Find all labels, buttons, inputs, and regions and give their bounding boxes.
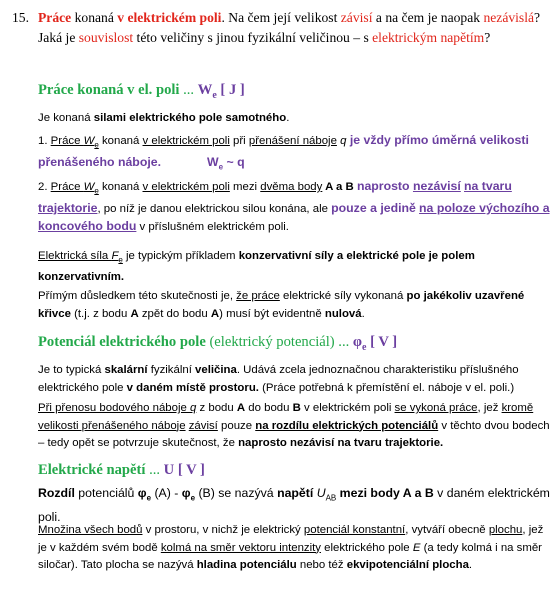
q-text: ? — [484, 29, 491, 45]
text: kromě velikosti přenášeného náboje — [38, 402, 534, 432]
conservative-force-note — [38, 248, 550, 286]
text: v elektrickém poli — [300, 402, 395, 414]
text: e — [94, 186, 99, 196]
text: E — [412, 541, 421, 554]
text: A — [130, 307, 139, 320]
heading-unit: [ V ] — [366, 334, 398, 350]
section-heading-work — [38, 82, 245, 101]
text: naprosto nezávisí na tvaru trajektorie. — [238, 437, 444, 449]
text: je vždy přímo úměrná velikosti přenášeného náboje. — [38, 133, 529, 169]
text: (Práce potřebná k přemístění el. náboje v el. poli.) — [258, 381, 515, 394]
text: že práce — [236, 290, 280, 302]
text: v daném elektrickém poli. — [38, 486, 550, 524]
text: , jež je v každém svém bodě — [38, 524, 544, 554]
heading-symbol-sub: e — [362, 341, 367, 353]
heading-symbol: U — [163, 462, 175, 478]
heading-symbol-sub: e — [212, 89, 217, 101]
text: Množina všech bodů — [38, 524, 143, 536]
q-text: ? Jaká je — [38, 10, 541, 45]
work-intro — [38, 110, 550, 128]
text: pouze a jedině — [331, 200, 416, 215]
text: B — [292, 402, 301, 414]
text: při — [229, 135, 249, 147]
equipotential-note — [38, 522, 550, 575]
text: (t.j. z bodu — [70, 307, 131, 320]
text: mezi body A a B — [336, 486, 434, 500]
text: ekvipotenciální plocha — [346, 559, 469, 571]
text: na tvaru trajektorie — [38, 179, 512, 215]
section-heading-voltage — [38, 462, 205, 479]
text: W — [83, 181, 95, 193]
text: . Udává zcela jednoznačnou charakteristiku příslušného elektrického pole — [38, 364, 519, 394]
text: zpět do bodu — [138, 307, 211, 320]
question-block — [12, 8, 548, 47]
text: U — [313, 486, 326, 500]
text: A — [210, 307, 220, 320]
text: φ — [137, 486, 147, 500]
q-work: Práce — [38, 10, 72, 25]
heading-symbol: W — [197, 82, 213, 98]
text: v těchto dvou bodech – tedy opět se potvrzuje skutečnost, že — [38, 419, 550, 449]
text: v elektrickém poli — [142, 181, 230, 193]
heading-text: Práce konaná v el. poli — [38, 82, 180, 98]
text: plochu — [488, 524, 523, 536]
text: A — [236, 402, 246, 414]
formula-sub: e — [218, 162, 224, 172]
text: konzervativní síly a elektrické pole je polem konzervativním. — [38, 250, 475, 283]
text: skalární — [104, 364, 148, 376]
text: (B) se nazývá — [195, 486, 278, 500]
text: (A) - — [151, 486, 182, 500]
text: e — [146, 493, 152, 503]
q-depends: závisí — [340, 10, 373, 25]
text: Je konaná — [38, 112, 94, 124]
work-point-2 — [38, 178, 550, 237]
text: mezi — [229, 181, 261, 193]
text: se vykoná práce — [394, 402, 478, 414]
heading-unit: [ J ] — [216, 82, 245, 98]
q-text: . Na čem její velikost — [221, 10, 341, 25]
potential-transfer — [38, 400, 550, 453]
text: pouze — [217, 419, 256, 432]
text: e — [94, 140, 99, 150]
text: v prostoru, v nichž je elektrický — [142, 524, 304, 536]
text: závisí — [188, 419, 218, 432]
text: veličina — [195, 364, 237, 376]
text: , jež — [477, 402, 502, 414]
potential-definition — [38, 362, 550, 397]
heading-text: Elektrické napětí — [38, 462, 146, 478]
text: . — [286, 112, 290, 124]
formula-rest: ~ q — [223, 154, 245, 169]
text: v elektrickém poli — [142, 135, 230, 147]
text: AB — [325, 493, 337, 503]
text: v daném místě prostoru. — [126, 381, 259, 394]
text: potenciál konstantní — [303, 524, 406, 536]
formula — [207, 154, 245, 172]
text: φ — [181, 486, 191, 500]
closed-curve-note — [38, 288, 550, 323]
text: A a B — [322, 181, 357, 193]
text: Práce — [50, 181, 84, 193]
text: kolmá na směr vektoru intenzity — [160, 541, 321, 554]
text: na rozdílu elektrických potenciálů — [255, 419, 439, 432]
text: ) musí být evidentně — [219, 307, 325, 320]
q-text: konaná — [71, 10, 118, 25]
text: do bodu — [245, 402, 293, 414]
voltage-definition — [38, 484, 550, 526]
text: nulová — [324, 307, 362, 320]
q-voltage: elektrickým napětím — [372, 29, 485, 45]
text: fyzikální — [147, 364, 196, 376]
heading-text: Potenciál elektrického pole — [38, 334, 206, 350]
text: , po níž je danou elektrickou silou konána, ale — [97, 202, 332, 215]
section-heading-potential — [38, 334, 397, 353]
text: . — [361, 307, 365, 320]
text: Je to typická — [38, 364, 105, 376]
text: q — [190, 402, 197, 414]
heading-dots: ... — [145, 462, 164, 478]
question-number: 15. — [12, 10, 29, 25]
text: z bodu — [196, 402, 237, 414]
text: silami elektrického pole samotného — [93, 112, 287, 124]
text: 1. — [38, 135, 51, 147]
heading-paren: (elektrický potenciál) ... — [205, 334, 353, 350]
text: e — [118, 255, 123, 265]
text: hladina potenciálu — [196, 559, 297, 571]
text: konaná — [98, 181, 143, 193]
text: elektrické síly vykonaná — [279, 290, 407, 302]
text: nezávisí — [412, 179, 461, 193]
text: Přímým důsledkem této skutečnosti je, — [38, 290, 237, 302]
heading-unit: [ V ] — [174, 462, 205, 478]
text: po jakékoliv uzavřené křivce — [38, 290, 525, 320]
text: 2. — [38, 181, 51, 193]
text: F — [111, 250, 119, 262]
text: potenciálů — [74, 486, 138, 500]
heading-dots: ... — [179, 82, 198, 98]
q-field: v elektrickém poli — [117, 10, 222, 25]
q-independent: nezávislá — [483, 10, 535, 25]
text: . — [468, 559, 473, 571]
text: naprosto — [356, 179, 413, 193]
text: Práce — [50, 135, 84, 147]
text: , vytváří obecně — [405, 524, 489, 536]
text: v příslušném elektrickém poli. — [136, 221, 289, 234]
text: Rozdíl — [38, 486, 75, 500]
text: konaná — [98, 135, 143, 147]
formula-symbol: W — [207, 154, 219, 169]
q-relation: souvislost — [78, 29, 134, 45]
q-text: a na čem je naopak — [372, 10, 484, 25]
q-text: této veličiny s jinou fyzikální veličinou – s — [133, 29, 373, 45]
text: přenášení náboje — [248, 135, 337, 147]
text: Elektrická síla — [38, 250, 112, 262]
text: dvěma body — [260, 181, 323, 193]
text: q — [336, 135, 347, 147]
text: Při přenosu bodového náboje — [38, 402, 190, 414]
text: (a tedy kolmá i na směr siločar). Tato plocha se nazývá — [38, 541, 542, 571]
text: napětí — [277, 486, 314, 500]
question-text — [38, 8, 548, 47]
text: elektrického pole — [321, 541, 413, 554]
work-point-1 — [38, 132, 550, 176]
heading-symbol: φ — [352, 334, 362, 350]
text: nebo též — [296, 559, 347, 571]
text: W — [83, 135, 95, 147]
text: na poloze výchozího a koncového bodu — [38, 200, 550, 234]
text: je typickým příkladem — [122, 250, 239, 262]
text: e — [190, 493, 196, 503]
